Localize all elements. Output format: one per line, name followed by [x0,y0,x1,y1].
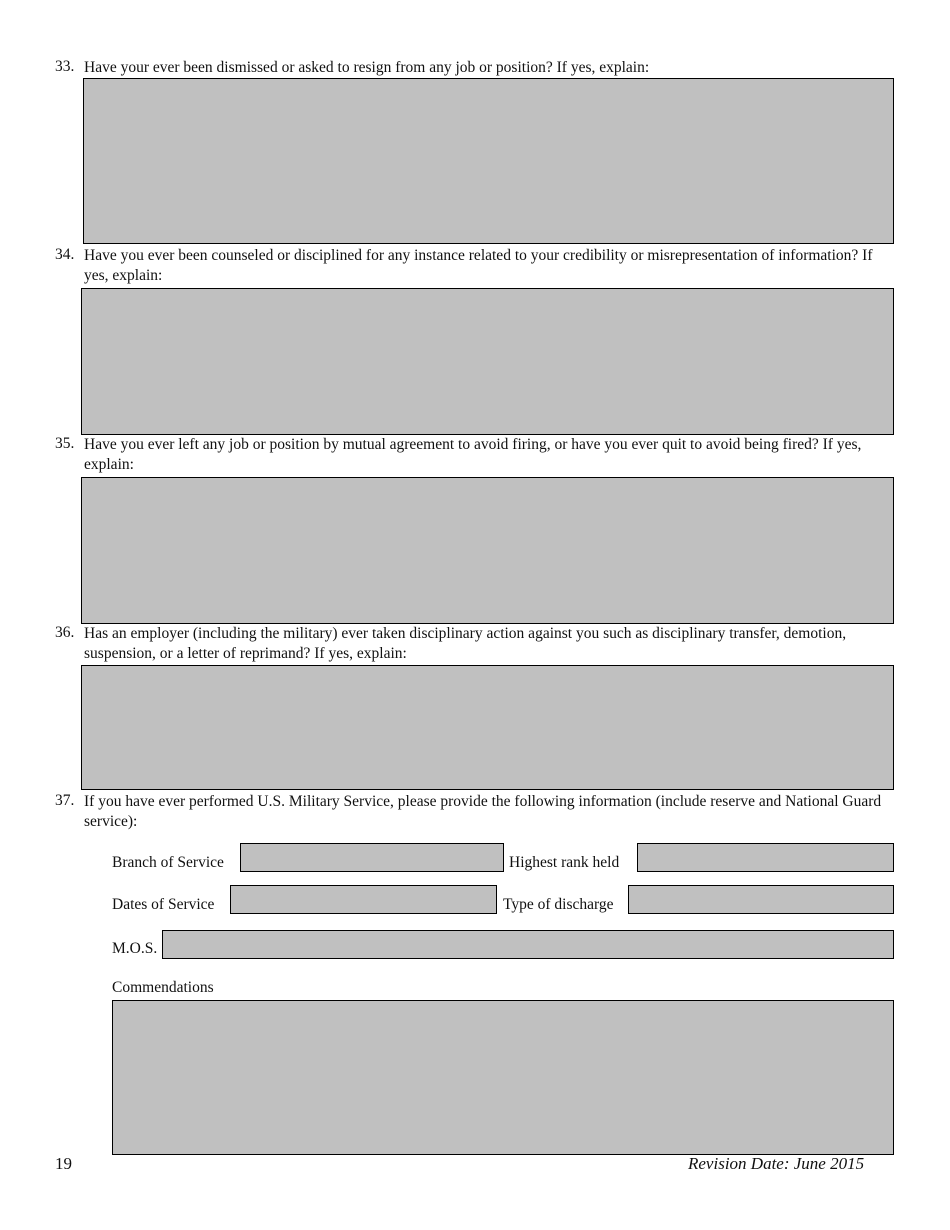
question-36-number: 36. [55,624,75,641]
question-34-text: Have you ever been counseled or disciplined for any instance related to your credibility or misrepresentation of information? If yes, explain: [84,247,873,284]
dates-of-service-label: Dates of Service [112,896,215,913]
question-33-answer-field[interactable] [83,78,894,244]
commendations-label: Commendations [112,979,214,996]
branch-of-service-label: Branch of Service [112,854,224,871]
highest-rank-label: Highest rank held [509,854,620,871]
question-35-text: Have you ever left any job or position by mutual agreement to avoid firing, or have you ever quit to avoid being fired? If yes, explain: [84,436,862,473]
question-34-answer-field[interactable] [81,288,894,435]
question-33-number: 33. [55,58,75,75]
highest-rank-field[interactable] [637,843,894,872]
question-35-number: 35. [55,435,75,452]
question-36-text: Has an employer (including the military) ever taken disciplinary action against you such as disciplinary transfer, demotion, suspension, or a letter of reprimand? If yes, explain: [84,625,847,662]
dates-of-service-field[interactable] [230,885,497,914]
question-34-number: 34. [55,246,75,263]
page-number: 19 [55,1154,72,1173]
type-of-discharge-label: Type of discharge [503,896,614,913]
mos-field[interactable] [162,930,894,959]
question-36-answer-field[interactable] [81,665,894,790]
commendations-field[interactable] [112,1000,894,1155]
question-33-text: Have your ever been dismissed or asked to resign from any job or position? If yes, explain: [84,59,650,76]
type-of-discharge-field[interactable] [628,885,894,914]
mos-label: M.O.S. [112,940,158,957]
question-37-number: 37. [55,792,75,809]
question-37-text: If you have ever performed U.S. Military Service, please provide the following information (include reserve and National Guard service): [84,793,882,830]
question-35-answer-field[interactable] [81,477,894,624]
branch-of-service-field[interactable] [240,843,504,872]
revision-date: Revision Date: June 2015 [688,1154,865,1173]
